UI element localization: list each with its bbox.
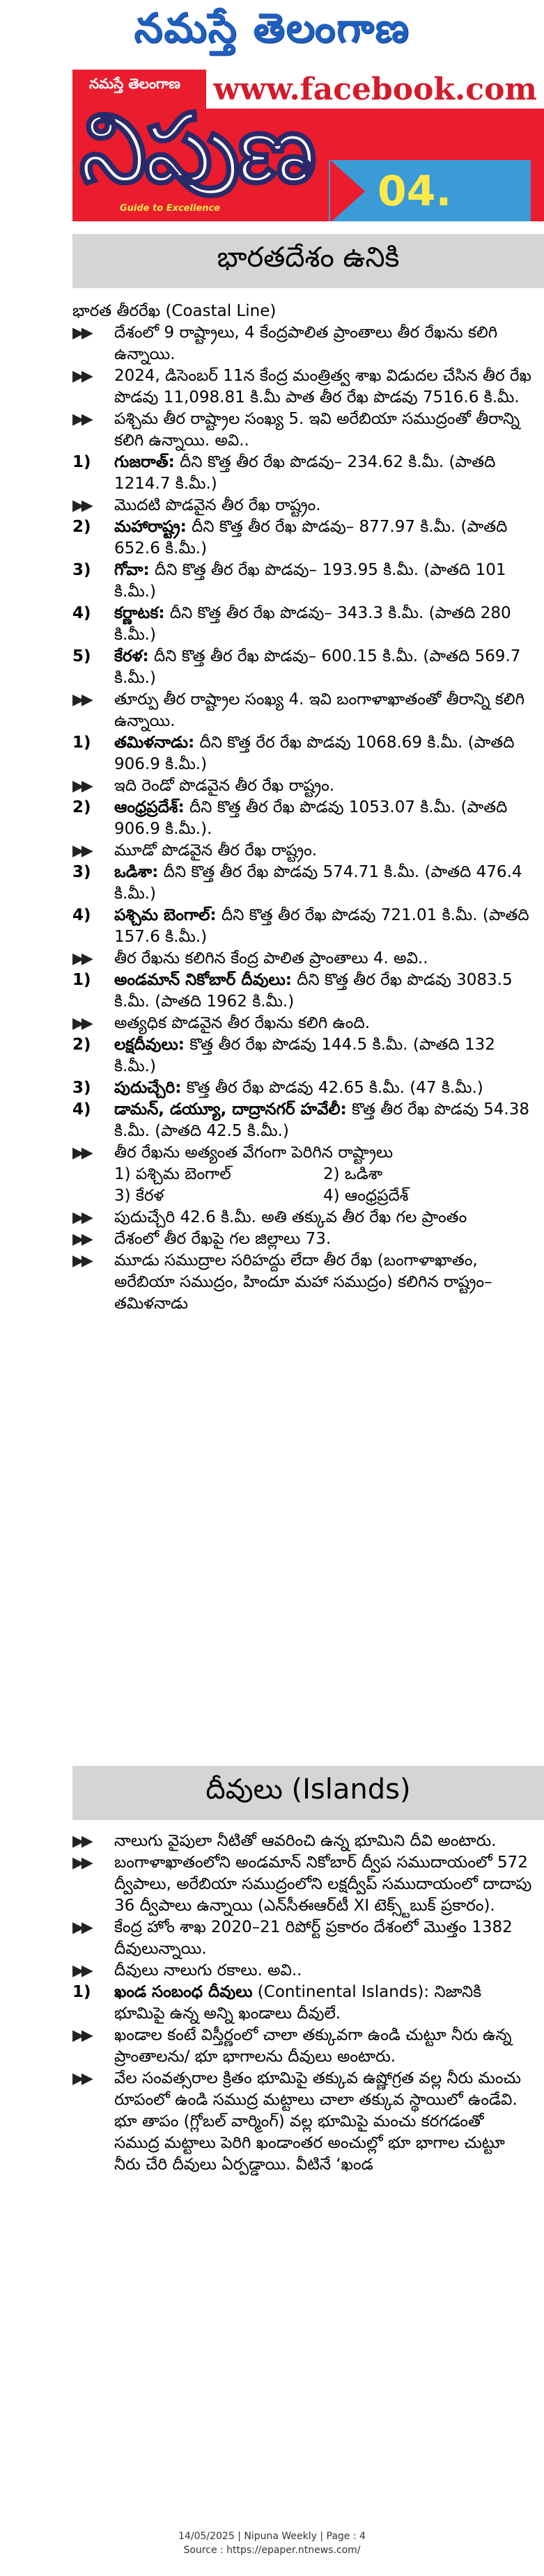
- masthead: [0, 0, 544, 66]
- section-heading-islands: దీవులు (Islands): [72, 1766, 544, 1820]
- banner-title: నిపుణ: [79, 93, 314, 205]
- list-item-text: దీని కొత్త తీర రేఖ పొడవు 3083.5 కి.మీ. (పాతది 1962 కి.మీ.): [114, 971, 513, 1011]
- banner-brand-small: నమస్తే తెలంగాణ: [89, 75, 181, 92]
- list-item: [72, 1982, 532, 2025]
- list-number: 3): [72, 561, 91, 579]
- list-item-text: భారత తీరరేఖ (Coastal Line): [72, 302, 277, 320]
- list-item: [72, 1960, 532, 1982]
- double-arrow-bullet-icon: ▶▶: [72, 324, 91, 342]
- list-number: 1): [72, 1983, 91, 2001]
- list-item-text: 2024, డిసెంబర్ 11న కేంద్ర మంత్రిత్వ శాఖ విడుదల చేసిన తీర రేఖ పొడవు 11,098.81 కి.మీ పాత తీర రేఖ పొడవు 7516.6 కి.మీ.: [114, 367, 531, 406]
- state-item: 4) ఆంధ్రప్రదేశ్: [323, 1187, 409, 1205]
- list-item-text: దీని కొత్త తీర రేఖ పొడవు 1053.07 కి.మీ. (పాతది 906.9 కి.మీ.).: [114, 798, 508, 838]
- list-number: 4): [72, 604, 91, 622]
- list-item-text: కేంద్ర హోం శాఖ 2020–21 రిపోర్ట్ ప్రకారం దేశంలో మొత్తం 1382 దీవులున్నాయి.: [114, 1918, 513, 1958]
- list-item-text: దీని కొత్త తీర రేఖ పొడవు 574.71 కి.మీ. (పాతది 476.4 కి.మీ.): [114, 863, 522, 903]
- list-item: [72, 1077, 532, 1099]
- list-item-text: ఇది రెండో పొడవైన తీర రేఖ రాష్ట్రం.: [114, 777, 335, 795]
- list-item-text: మొదటి పొడవైన తీర రేఖ రాష్ట్రం.: [114, 496, 321, 514]
- state-pair-row: [114, 1164, 532, 1185]
- list-item-text: దీని కొత్త తీర రేఖ పొడవు– 193.95 కి.మీ. (పాతది 101 కి.మీ.): [114, 561, 506, 601]
- list-number: 1): [72, 971, 91, 989]
- list-item-text: దేశంలో 9 రాష్ట్రాలు, 4 కేంద్రపాలిత ప్రాంతాలు తీర రేఖను కలిగి ఉన్నాయి.: [114, 324, 498, 363]
- list-item-lead: గోవా:: [114, 561, 150, 579]
- list-item: [72, 1207, 532, 1228]
- list-item-text: (Continental Islands): నిజానికి భూమిపై ఉన్న అన్ని ఖండాలు దీవులే.: [114, 1983, 482, 2023]
- list-item: [72, 1142, 532, 1207]
- double-arrow-bullet-icon: ▶▶: [72, 1252, 91, 1270]
- state-item: 1) పశ్చిమ బెంగాల్: [114, 1165, 231, 1183]
- list-item-text: దీని కొత్త తీర రేఖ పొడవు– 877.97 కి.మీ. (పాతది 652.6 కి.మీ.): [114, 518, 508, 558]
- double-arrow-bullet-icon: ▶▶: [72, 1833, 91, 1850]
- list-item: [72, 1250, 532, 1315]
- double-arrow-bullet-icon: ▶▶: [72, 1209, 91, 1226]
- list-item-lead: మహారాష్ట్ర:: [114, 518, 187, 536]
- footer-source[interactable]: Source : https://epaper.ntnews.com/: [183, 2545, 361, 2556]
- list-item: [72, 1099, 532, 1142]
- list-item-text: మూడు సముద్రాల సరిహద్దు లేదా తీర రేఖ (బంగాళాఖాతం, అరేబియా సముద్రం, హిందూ మహా సముద్రం) కలిగిన రాష్ట్రం– తమిళనాడు: [114, 1251, 492, 1313]
- list-item-lead: అండమాన్ నికోబార్ దీవులు:: [114, 971, 292, 989]
- section-1-content: [72, 301, 532, 1315]
- list-item: [72, 797, 532, 840]
- double-arrow-bullet-icon: ▶▶: [72, 1919, 91, 1936]
- list-item: [72, 603, 532, 646]
- list-item: [72, 2068, 532, 2176]
- list-item-text: ఖండాల కంటే విస్తీర్ణంలో చాలా తక్కువగా ఉండి చుట్టూ నీరు ఉన్న ప్రాంతాలను/ భూ భాగాలను దీవులు అంటారు.: [114, 2026, 512, 2066]
- list-item-text: కొత్త తీర రేఖ పొడవు 144.5 కి.మీ. (పాతది 132 కి.మీ.): [114, 1036, 495, 1075]
- list-item-text: దీని కొత్త తీర రేఖ పొడవు– 234.62 కి.మీ. (పాతది 1214.7 కి.మీ.): [114, 453, 496, 493]
- list-item-text: కొత్త తీర రేఖ పొడవు 42.65 కి.మీ. (47 కి.మీ.): [181, 1079, 483, 1097]
- list-item-text: పశ్చిమ తీర రాష్ట్రాల సంఖ్య 5. ఇవి అరేబియా సముద్రంతో తీరాన్ని కలిగి ఉన్నాయి. అవి..: [114, 410, 520, 450]
- list-item: [72, 1013, 532, 1034]
- list-number: 3): [72, 1079, 91, 1097]
- list-number: 2): [72, 1036, 91, 1054]
- list-item: [72, 732, 532, 775]
- list-item-lead: ఒడిశా:: [114, 863, 159, 881]
- list-item-lead: లక్షదీవులు:: [114, 1036, 185, 1054]
- double-arrow-bullet-icon: ▶▶: [72, 497, 91, 514]
- list-item-text: దీని కొత్త రేర రేఖ పొడవు 1068.69 కి.మీ. (పాతది 906.9 కి.మీ.): [114, 734, 515, 773]
- list-item: [72, 862, 532, 905]
- list-number: 4): [72, 1100, 91, 1119]
- list-item-text: వేల సంవత్సరాల క్రితం భూమిపై తక్కువ ఉష్ణోగ్రత వల్ల నీరు మంచు రూపంలో ఉండి సముద్ర మట్టాలు చాలా తక్కువ స్థాయిలో ఉండేవి. భూ తాపం (గ్లోబల్ వార్మింగ్) వల్ల భూమిపై మంచు కరగడంతో సముద్ర మట్టాలు పెరిగి ఖండాంతర అంచుల్లో భూ భాగాల చుట్టూ నీరు చేరి దీవులు ఏర్పడ్డాయి. వీటినే ‘ఖండ: [114, 2069, 521, 2174]
- double-arrow-bullet-icon: ▶▶: [72, 777, 91, 795]
- list-item-lead: తమిళనాడు:: [114, 734, 195, 752]
- list-item: [72, 365, 532, 409]
- list-number: 2): [72, 518, 91, 536]
- list-item: [72, 1831, 532, 1852]
- list-item-text: మూడో పొడవైన తీర రేఖ రాష్ట్రం.: [114, 841, 318, 860]
- list-item: [72, 2025, 532, 2068]
- list-item: [72, 1917, 532, 1960]
- list-number: 1): [72, 453, 91, 471]
- list-item-text: నాలుగు వైపులా నీటితో ఆవరించి ఉన్న భూమిని దీవి అంటారు.: [114, 1832, 497, 1850]
- list-item-text: తూర్పు తీర రాష్ట్రాల సంఖ్య 4. ఇవి బంగాళాఖాతంతో తీరాన్ని కలిగి ఉన్నాయి.: [114, 690, 525, 730]
- double-arrow-bullet-icon: ▶▶: [72, 2070, 91, 2087]
- list-number: 1): [72, 734, 91, 752]
- double-arrow-bullet-icon: ▶▶: [72, 691, 91, 709]
- list-item-text: దీని కొత్త తీర రేఖ పొడవు 721.01 కి.మీ. (పాతది 157.6 కి.మీ.): [114, 906, 529, 946]
- list-number: 4): [72, 906, 91, 924]
- list-item: [72, 840, 532, 862]
- list-number: 2): [72, 798, 91, 816]
- list-item: [72, 409, 532, 452]
- double-arrow-bullet-icon: ▶▶: [72, 411, 91, 428]
- state-pair-row: [114, 1185, 532, 1207]
- masthead-title: నమస్తే తెలంగాణ: [134, 4, 410, 52]
- list-item-lead: కర్ణాటక:: [114, 604, 165, 622]
- double-arrow-bullet-icon: ▶▶: [72, 1231, 91, 1248]
- section-2-content: [72, 1831, 532, 2176]
- page-footer: [0, 2529, 544, 2557]
- list-number: 3): [72, 863, 91, 881]
- list-item: [72, 322, 532, 365]
- list-item-text: పుదుచ్చేరి 42.6 కి.మీ. అతి తక్కువ తీర రేఖ గల ప్రాంతం: [114, 1208, 467, 1226]
- list-item: [72, 452, 532, 495]
- double-arrow-bullet-icon: ▶▶: [72, 950, 91, 967]
- list-item: [72, 301, 532, 322]
- list-item: [72, 1852, 532, 1917]
- list-item-lead: గుజరాత్:: [114, 453, 175, 471]
- banner-website[interactable]: www.facebook.com: [206, 70, 544, 109]
- list-item: [72, 495, 532, 516]
- list-item: [72, 1228, 532, 1250]
- state-item: 3) కేరళ: [114, 1187, 164, 1205]
- double-arrow-bullet-icon: ▶▶: [72, 368, 91, 385]
- list-item: [72, 905, 532, 948]
- banner-tagline: Guide to Excellence: [120, 203, 220, 214]
- list-item-text: బంగాళాఖాతంలోని అండమాన్ నికోబార్ ద్వీప సముదాయంలో 572 ద్వీపాలు, అరేబియా సముద్రంలోని లక్షద్వీప్ సముదాయంలో దాదాపు 36 ద్వీపాలు ఉన్నాయి (ఎన్‌సీఈఆర్‌టీ XI టెక్స్ట్‌బుక్ ప్రకారం).: [114, 1854, 532, 1915]
- list-item: [72, 970, 532, 1013]
- footer-date-page: 14/05/2025 | Nipuna Weekly | Page : 4: [178, 2531, 366, 2542]
- state-item: 2) ఒడిశా: [323, 1165, 383, 1183]
- list-item: [72, 775, 532, 797]
- list-item: [72, 516, 532, 560]
- list-item-lead: పుదుచ్చేరి:: [114, 1079, 182, 1097]
- list-item: [72, 689, 532, 732]
- list-item: [72, 948, 532, 970]
- list-item-text: దీవులు నాలుగు రకాలు. అవి..: [114, 1961, 302, 1980]
- banner: [72, 70, 544, 221]
- list-item-lead: ఖండ సంబంధ దీవులు: [114, 1983, 253, 2001]
- double-arrow-bullet-icon: ▶▶: [72, 1854, 91, 1872]
- list-item-text: దేశంలో తీర రేఖపై గల జిల్లాలు 73.: [114, 1230, 332, 1248]
- list-item: [72, 1034, 532, 1077]
- double-arrow-bullet-icon: ▶▶: [72, 1015, 91, 1032]
- section-heading-india-location: భారతదేశం ఉనికి: [72, 234, 544, 288]
- list-item-lead: పశ్చిమ బెంగాల్:: [114, 906, 217, 924]
- list-item: [72, 646, 532, 689]
- list-item-text: కొత్త తీర రేఖ పొడవు 54.38 కి.మీ. (పాతది 42.5 కి.మీ.): [114, 1100, 530, 1140]
- list-item-text: దీని కొత్త తీర రేఖ పొడవు– 343.3 కి.మీ. (పాతది 280 కి.మీ.): [114, 604, 511, 644]
- list-item-lead: డామన్, డయ్యూ, దాద్రానగర్ హవేలీ:: [114, 1100, 347, 1119]
- list-item-text: తీర రేఖను అత్యంత వేగంగా పెరిగిన రాష్ట్రాలు: [114, 1144, 394, 1162]
- list-item-lead: కేరళ:: [114, 647, 149, 665]
- list-item: [72, 560, 532, 603]
- list-item-lead: ఆంధ్రప్రదేశ్:: [114, 798, 185, 816]
- double-arrow-bullet-icon: ▶▶: [72, 1144, 91, 1162]
- double-arrow-bullet-icon: ▶▶: [72, 2027, 91, 2044]
- double-arrow-bullet-icon: ▶▶: [72, 842, 91, 860]
- list-item-text: దీని కొత్త తీర రేఖ పొడవు– 600.15 కి.మీ. (పాతది 569.7 కి.మీ.): [114, 647, 521, 687]
- list-item-text: తీర రేఖను కలిగిన కేంద్ర పాలిత ప్రాంతాలు 4. అవి..: [114, 949, 428, 967]
- issue-number: 04.: [329, 160, 531, 221]
- list-item-text: అత్యధిక పొడవైన తీర రేఖను కలిగి ఉంది.: [114, 1014, 371, 1032]
- double-arrow-bullet-icon: ▶▶: [72, 1962, 91, 1980]
- list-number: 5): [72, 647, 91, 665]
